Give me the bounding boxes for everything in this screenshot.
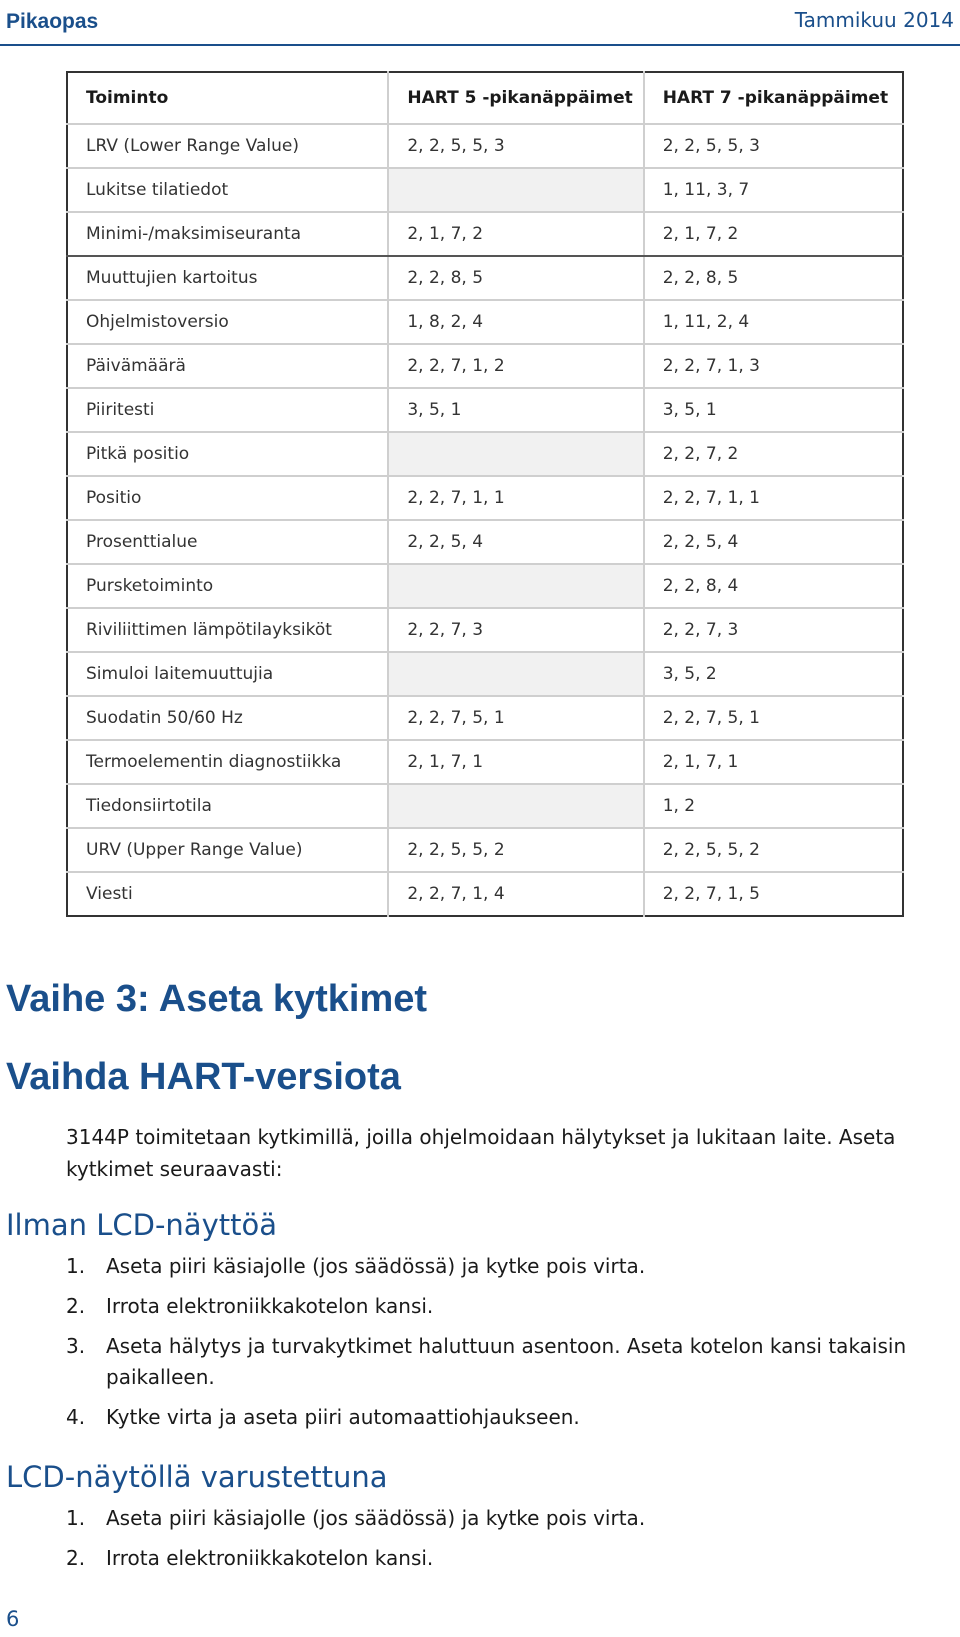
hart7-cell: 2, 1, 7, 2: [644, 212, 903, 256]
hart5-cell: 2, 1, 7, 1: [388, 740, 643, 784]
list-item: [66, 1251, 926, 1282]
table-row: [67, 652, 903, 696]
function-cell: Lukitse tilatiedot: [67, 168, 388, 212]
table-row: [67, 344, 903, 388]
function-cell: Ohjelmistoversio: [67, 300, 388, 344]
sub-heading: Vaihda HART-versiota: [6, 1056, 401, 1098]
section-title-no-lcd: Ilman LCD-näyttöä: [6, 1208, 277, 1242]
function-cell: Termoelementin diagnostiikka: [67, 740, 388, 784]
table-row: [67, 212, 903, 256]
hart5-cell: 2, 2, 8, 5: [388, 256, 643, 300]
list-item: [66, 1402, 926, 1433]
hart7-cell: 2, 2, 7, 1, 1: [644, 476, 903, 520]
table-row: [67, 740, 903, 784]
hart5-cell: 2, 2, 5, 4: [388, 520, 643, 564]
intro-paragraph: 3144P toimitetaan kytkimillä, joilla ohjelmoidaan hälytykset ja lukitaan laite. Aseta kytkimet seuraavasti:: [66, 1125, 896, 1181]
table-row: [67, 168, 903, 212]
step-number: 4.: [66, 1405, 86, 1429]
hart5-cell: [388, 564, 643, 608]
function-cell: Minimi-/maksimiseuranta: [67, 212, 388, 256]
function-cell: Simuloi laitemuuttujia: [67, 652, 388, 696]
table-row: [67, 300, 903, 344]
column-header-hart5: HART 5 -pikanäppäimet: [388, 72, 643, 124]
hart7-cell: 2, 2, 5, 5, 2: [644, 828, 903, 872]
page-number: 6: [6, 1607, 20, 1631]
table-row: [67, 256, 903, 300]
step-number: 2.: [66, 1546, 86, 1570]
hart5-cell: 1, 8, 2, 4: [388, 300, 643, 344]
hart7-cell: 2, 2, 7, 5, 1: [644, 696, 903, 740]
hart7-cell: 2, 2, 8, 5: [644, 256, 903, 300]
function-cell: Prosenttialue: [67, 520, 388, 564]
steps-list-no-lcd: [66, 1251, 926, 1442]
hart5-cell: [388, 784, 643, 828]
step-number: 1.: [66, 1254, 86, 1278]
hart5-cell: 2, 2, 7, 5, 1: [388, 696, 643, 740]
function-cell: Pursketoiminto: [67, 564, 388, 608]
steps-list-lcd: [66, 1503, 926, 1583]
hart5-cell: [388, 168, 643, 212]
function-cell: URV (Upper Range Value): [67, 828, 388, 872]
table-row: [67, 476, 903, 520]
function-cell: Tiedonsiirtotila: [67, 784, 388, 828]
hart5-cell: [388, 652, 643, 696]
step-number: 3.: [66, 1334, 86, 1358]
hart5-cell: 3, 5, 1: [388, 388, 643, 432]
hart7-cell: 3, 5, 2: [644, 652, 903, 696]
table-row: [67, 564, 903, 608]
shortcut-table: [66, 71, 904, 917]
hart7-cell: 2, 2, 7, 1, 3: [644, 344, 903, 388]
hart7-cell: 2, 2, 8, 4: [644, 564, 903, 608]
function-cell: Muuttujien kartoitus: [67, 256, 388, 300]
step-number: 1.: [66, 1506, 86, 1530]
step-text: Irrota elektroniikkakotelon kansi.: [106, 1546, 434, 1570]
table-row: [67, 388, 903, 432]
hart5-cell: 2, 2, 7, 1, 2: [388, 344, 643, 388]
hart7-cell: 2, 2, 7, 1, 5: [644, 872, 903, 916]
function-cell: Päivämäärä: [67, 344, 388, 388]
table-row: [67, 608, 903, 652]
hart5-cell: 2, 2, 5, 5, 2: [388, 828, 643, 872]
publication-date: Tammikuu 2014: [794, 8, 954, 32]
list-item: [66, 1543, 926, 1574]
step-text: Irrota elektroniikkakotelon kansi.: [106, 1294, 434, 1318]
column-header-function: Toiminto: [86, 88, 169, 108]
function-cell: LRV (Lower Range Value): [67, 124, 388, 168]
table-header-row: [67, 72, 903, 124]
table-row: [67, 432, 903, 476]
table-row: [67, 872, 903, 916]
step-text: Aseta hälytys ja turvakytkimet haluttuun asentoon. Aseta kotelon kansi takaisin paikalleen.: [106, 1334, 907, 1389]
hart5-cell: 2, 1, 7, 2: [388, 212, 643, 256]
hart7-cell: 2, 2, 7, 3: [644, 608, 903, 652]
list-item: [66, 1503, 926, 1534]
hart5-cell: 2, 2, 7, 3: [388, 608, 643, 652]
hart5-cell: 2, 2, 5, 5, 3: [388, 124, 643, 168]
table-row: [67, 828, 903, 872]
function-cell: Positio: [67, 476, 388, 520]
table-row: [67, 520, 903, 564]
hart7-cell: 3, 5, 1: [644, 388, 903, 432]
hart5-cell: 2, 2, 7, 1, 1: [388, 476, 643, 520]
column-header-hart7: HART 7 -pikanäppäimet: [644, 72, 903, 124]
section-title-lcd: LCD-näytöllä varustettuna: [6, 1460, 388, 1494]
hart7-cell: 2, 1, 7, 1: [644, 740, 903, 784]
table-row: [67, 784, 903, 828]
hart5-cell: [388, 432, 643, 476]
function-cell: Riviliittimen lämpötilayksiköt: [67, 608, 388, 652]
hart7-cell: 2, 2, 5, 5, 3: [644, 124, 903, 168]
hart7-cell: 1, 11, 2, 4: [644, 300, 903, 344]
function-cell: Piiritesti: [67, 388, 388, 432]
guide-title: Pikaopas: [6, 10, 99, 33]
step-number: 2.: [66, 1294, 86, 1318]
function-cell: Pitkä positio: [67, 432, 388, 476]
step-text: Aseta piiri käsiajolle (jos säädössä) ja kytke pois virta.: [106, 1254, 646, 1278]
list-item: [66, 1331, 926, 1393]
hart7-cell: 1, 2: [644, 784, 903, 828]
page-header: [0, 0, 960, 46]
hart7-cell: 1, 11, 3, 7: [644, 168, 903, 212]
hart5-cell: 2, 2, 7, 1, 4: [388, 872, 643, 916]
hart7-cell: 2, 2, 5, 4: [644, 520, 903, 564]
function-cell: Viesti: [67, 872, 388, 916]
step-heading: Vaihe 3: Aseta kytkimet: [6, 978, 428, 1020]
step-text: Aseta piiri käsiajolle (jos säädössä) ja kytke pois virta.: [106, 1506, 646, 1530]
step-text: Kytke virta ja aseta piiri automaattiohjaukseen.: [106, 1405, 580, 1429]
table-row: [67, 696, 903, 740]
function-cell: Suodatin 50/60 Hz: [67, 696, 388, 740]
hart7-cell: 2, 2, 7, 2: [644, 432, 903, 476]
table-row: [67, 124, 903, 168]
list-item: [66, 1291, 926, 1322]
